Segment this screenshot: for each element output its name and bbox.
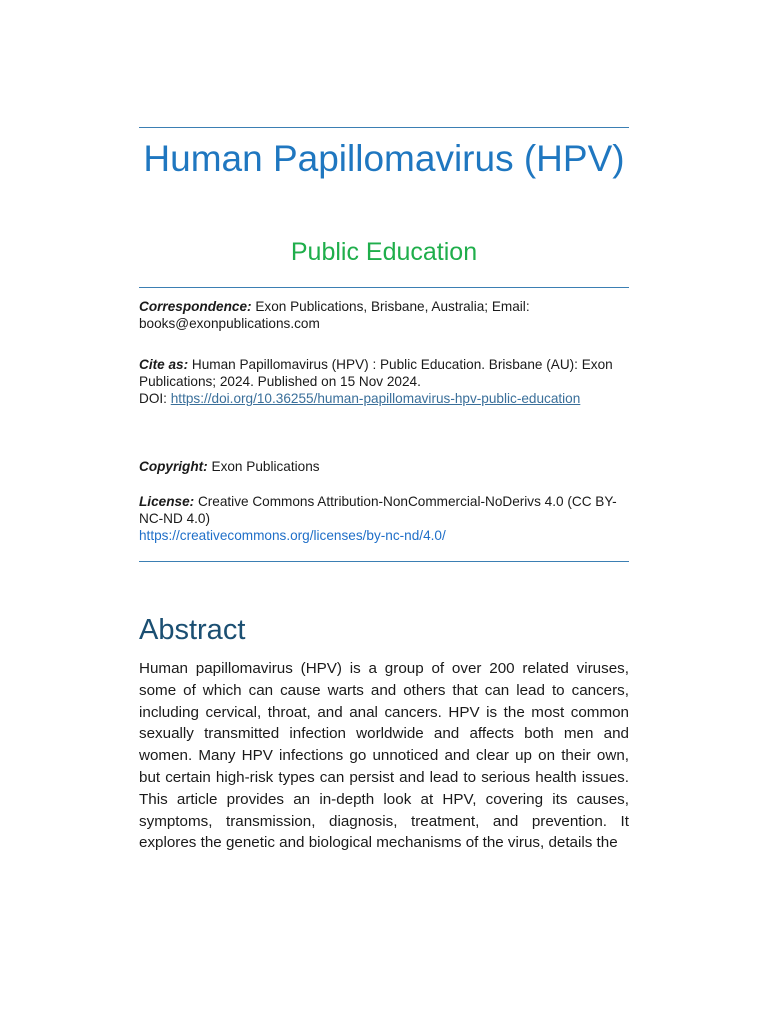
license-link[interactable]: https://creativecommons.org/licenses/by-nc-nd/4.0/ bbox=[139, 528, 446, 543]
meta-divider bbox=[139, 561, 629, 562]
doi-label: DOI: bbox=[139, 391, 167, 406]
copyright-label: Copyright: bbox=[139, 459, 208, 474]
correspondence-block bbox=[139, 298, 631, 332]
page-subtitle: Public Education bbox=[290, 238, 478, 266]
license-label: License: bbox=[139, 494, 195, 509]
abstract-heading: Abstract bbox=[139, 614, 246, 646]
copyright-text: Exon Publications bbox=[211, 459, 320, 474]
top-divider bbox=[139, 127, 629, 128]
page-title: Human Papillomavirus (HPV) bbox=[143, 138, 625, 179]
abstract-body: Human papillomavirus (HPV) is a group of over 200 related viruses, some of which can cause warts and others that can lead to cancers, including cervical, throat, and anal cancers. HPV is the most common sexually transmitted infection worldwide and affects both men and women. Many HPV infections go unnoticed and clear up on their own, but certain high-risk types can persist and lead to serious health issues. This article provides an in-depth look at HPV, covering its causes, symptoms, transmission, diagnosis, treatment, and prevention. It explores the genetic and biological mechanisms of the virus, details the bbox=[139, 660, 629, 852]
copyright-block bbox=[139, 458, 631, 475]
cite-text: Human Papillomavirus (HPV) : Public Education. Brisbane (AU): Exon Publications; 2024. Published on 15 Nov 2024. bbox=[139, 357, 613, 389]
cite-label: Cite as: bbox=[139, 357, 189, 372]
doi-link[interactable]: https://doi.org/10.36255/human-papillomavirus-hpv-public-education bbox=[170, 391, 581, 406]
header-divider bbox=[139, 287, 629, 288]
license-block bbox=[139, 493, 631, 544]
correspondence-text: Exon Publications, Brisbane, Australia; Email: books@exonpublications.com bbox=[139, 299, 530, 331]
correspondence-label: Correspondence: bbox=[139, 299, 252, 314]
citation-block bbox=[139, 356, 631, 407]
license-text: Creative Commons Attribution-NonCommercial-NoDerivs 4.0 (CC BY-NC-ND 4.0) bbox=[139, 494, 617, 526]
